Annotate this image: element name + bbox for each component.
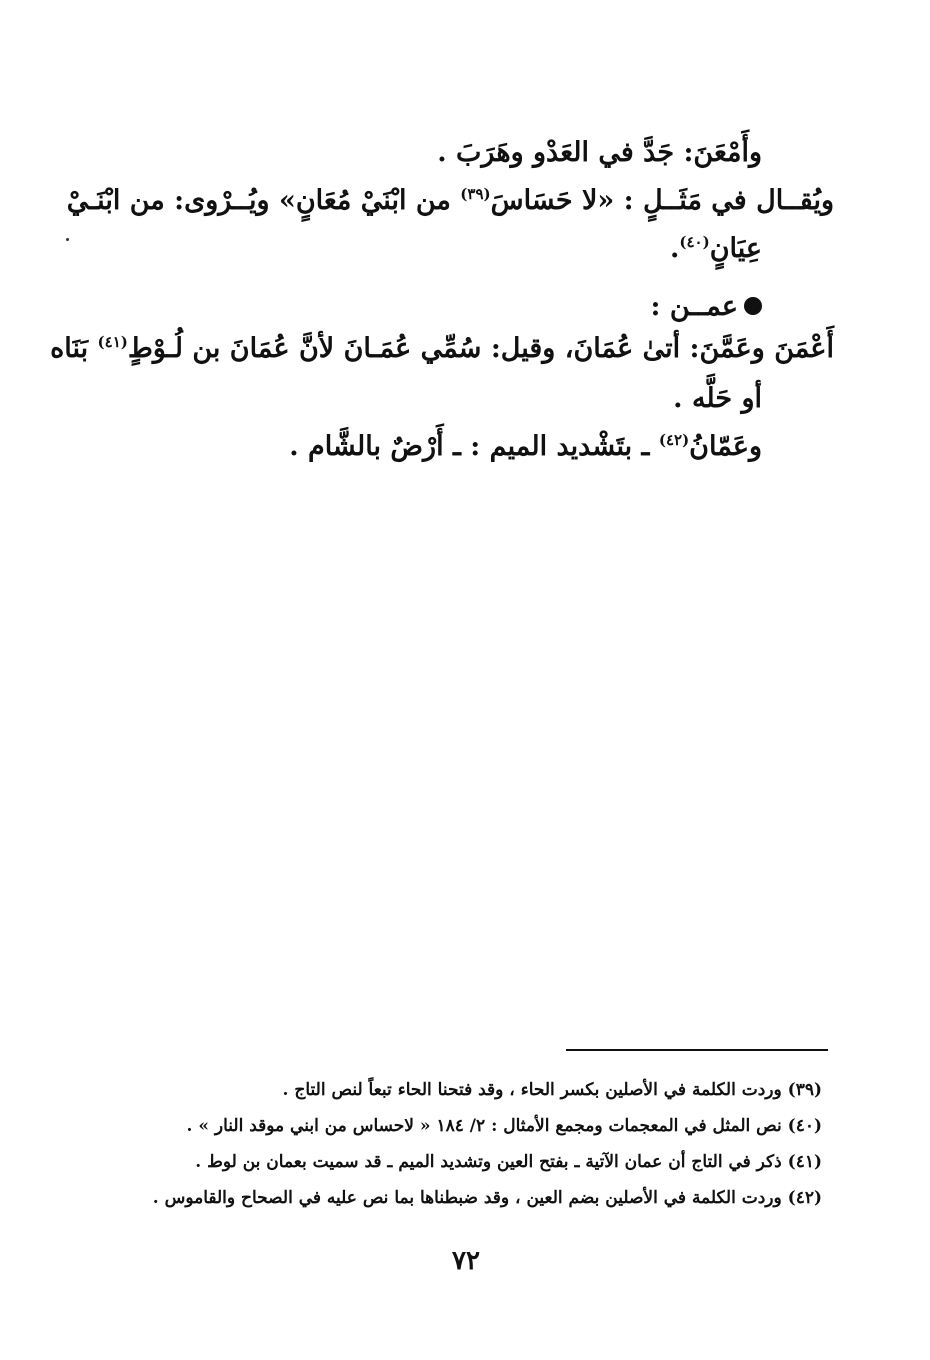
text-line-amana [102, 128, 762, 178]
entry-heading-text: عمــن : [650, 291, 738, 322]
line-g-text: وعَمّانُ [689, 431, 762, 462]
footnote-39: (٣٩) وردت الكلمة في الأصلين بكسر الحاء ، وقد فتحنا الحاء تبعاً لنص التاج . [282, 1080, 822, 1100]
line-f-text: أو حَلَّه . [673, 383, 762, 414]
bullet-icon [744, 297, 762, 315]
page-number: ٧٢ [452, 1246, 480, 1276]
footnote-ref-41: (٤١) [97, 333, 128, 351]
line-b-rest: من ابْنَيْ مُعَانٍ» ويُــرْوى: من ابْنَـيْ [66, 185, 461, 216]
footnote-41: (٤١) ذكر في التاج أن عمان الآتية ـ بفتح العين وتشديد الميم ـ قد سميت بعمان بن لوط . [195, 1152, 822, 1172]
footnote-ref-42: (٤٢) [658, 431, 690, 449]
footnotes [132, 1072, 822, 1216]
text-line-aamana [50, 324, 834, 374]
text-line-amman [102, 422, 762, 472]
footnote-ref-39: (٣٩) [460, 185, 491, 203]
text-line-iyan [102, 224, 762, 274]
stray-dot [66, 238, 69, 241]
line-a-text: وأَمْعَنَ: جَدَّ في العَدْو وهَرَبَ . [437, 137, 762, 168]
footnote-40: (٤٠) نص المثل في المعجمات ومجمع الأمثال : ٢/ ١٨٤ « لاحساس من ابني موقد النار » . [186, 1116, 822, 1136]
text-line-proverb [66, 176, 834, 226]
line-e-end: بَنَاه [50, 333, 98, 364]
line-c-text: عِيَانٍ [709, 233, 762, 264]
text-line-hallahu [102, 374, 762, 424]
line-e-text: أَعْمَنَ وعَمَّنَ: أتىٰ عُمَانَ، وقيل: سُمِّي عُمَـانَ لأنَّ عُمَانَ بن لُـوْطٍ [127, 333, 834, 364]
footnote-ref-40: (٤٠) [679, 233, 710, 251]
line-c-end: . [669, 233, 680, 264]
footnote-separator [566, 1049, 828, 1051]
line-g-rest: ـ بتَشْديد الميم : ـ أَرْضٌ بالشَّام . [289, 431, 659, 462]
line-b-text: ويُقــال في مَثَــلٍ : «لا حَسَاسَ [490, 185, 834, 216]
footnote-42: (٤٢) وردت الكلمة في الأصلين بضم العين ، وقد ضبطناها بما نص عليه في الصحاح والقاموس . [152, 1188, 822, 1208]
